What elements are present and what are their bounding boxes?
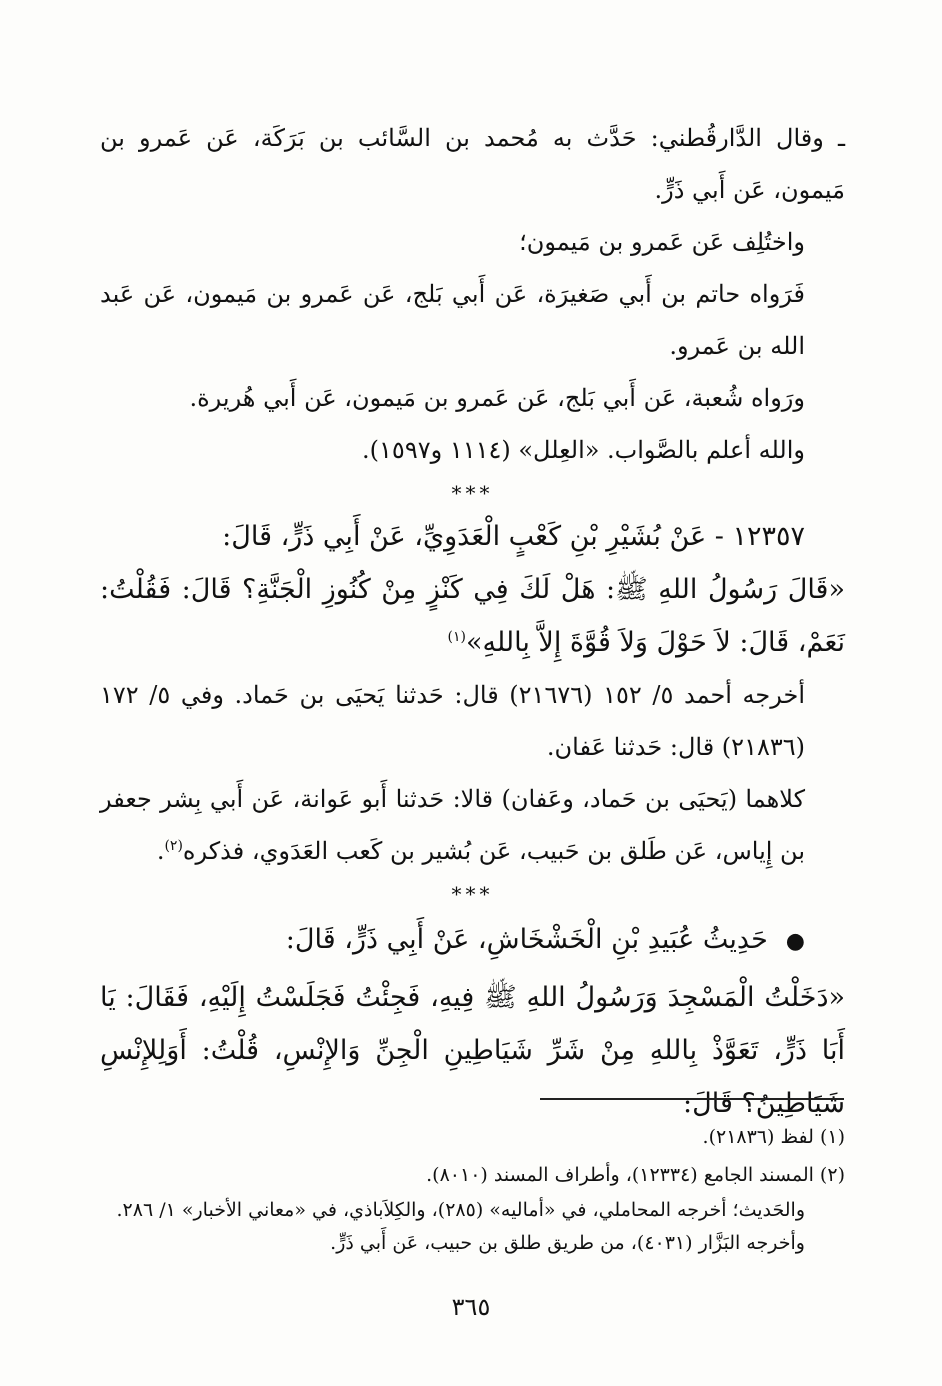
- footnote-2: (٢) المسند الجامع (١٢٣٣٤)، وأطراف المسند (٨٠١٠).: [426, 1164, 845, 1186]
- footnote-ref-1: (١): [447, 629, 466, 645]
- takhrij-chain: [100, 773, 845, 877]
- takhrij-chain-text: كلاهما (يَحيَى بن حَماد، وعَفان) قالا: حَدثنا أَبو عَوانة، عَن أَبي بِشر جعفر بن إِياس، عَن طَلق بن حَبيب، عَن بُشير بن كَعب العَدَوي، فذكره: [100, 785, 805, 865]
- paragraph-hatim: فَرَواه حاتم بن أَبي صَغيرَة، عَن أَبي بَلج، عَن عَمرو بن مَيمون، عَن عَبد الله بن عَمرو.: [100, 280, 805, 360]
- paragraph-allah-alam: والله أعلم بالصَّواب. «العِلل» (١١١٤ و١٥٩٧).: [362, 436, 805, 464]
- main-text: [100, 112, 845, 1130]
- footnote-divider: [540, 1098, 844, 1100]
- hadith-text-body: «قَالَ رَسُولُ اللهِ ﷺ: هَلْ لَكَ فِي كَنْزٍ مِنْ كُنُوزِ الْجَنَّةِ؟ قَالَ: فَقُلْتُ: نَعَمْ، قَالَ: لاَ حَوْلَ وَلاَ قُوَّةَ إِلاَّ بِاللهِ»: [100, 574, 845, 658]
- footnote-2-line-2: والحَديث؛ أخرجه المحاملي، في «أماليه» (٢٨٥)، والكِلاَباذي، في «معاني الأخبار» ١/ ٢٨٦.: [116, 1199, 805, 1221]
- takhrij-chain-end: .: [156, 837, 165, 865]
- section-separator-2: ***: [451, 882, 494, 906]
- footnote-ref-2: (٢): [164, 838, 183, 854]
- paragraph-ikhtilaf: واختُلِف عَن عَمرو بن مَيمون؛: [519, 228, 805, 256]
- bullet-icon: ●: [785, 929, 805, 954]
- footnotes: [100, 1118, 845, 1260]
- section-separator: ***: [451, 481, 494, 505]
- paragraph-daraqutni: ـ وقال الدَّارقُطني: حَدَّث به مُحمد بن السَّائب بن بَرَكَة، عَن عَمرو بن مَيمون، عَن أَبي ذَرٍّ.: [100, 124, 845, 204]
- takhrij-ahmad: أخرجه أحمد ٥/ ١٥٢ (٢١٦٧٦) قال: حَدثنا يَحيَى بن حَماد. وفي ٥/ ١٧٢ (٢١٨٣٦) قال: حَدثنا عَفان.: [100, 681, 806, 761]
- hadith-heading: ١٢٣٥٧ - عَنْ بُشَيْرِ بْنِ كَعْبٍ الْعَدَوِيِّ، عَنْ أَبِي ذَرٍّ، قَالَ:: [222, 521, 805, 552]
- footnote-2-line-3: وأخرجه البَزَّار (٤٠٣١)، من طريق طلق بن حبيب، عَن أَبي ذَرٍّ.: [330, 1232, 805, 1254]
- page-number: ٣٦٥: [451, 1293, 491, 1321]
- footnote-1: (١) لفظ (٢١٨٣٦).: [702, 1126, 845, 1148]
- section-heading: [100, 911, 845, 971]
- hadith-text: [100, 563, 845, 669]
- section-heading-text: حَدِيثُ عُبَيدِ بْنِ الْخَشْخَاشِ، عَنْ أَبِي ذَرٍّ، قَالَ:: [285, 924, 768, 955]
- section-hadith-text: «دَخَلْتُ الْمَسْجِدَ وَرَسُولُ اللهِ ﷺ فِيهِ، فَجِئْتُ فَجَلَسْتُ إِلَيْهِ، فَقَالَ: يَا أَبَا ذَرٍّ، تَعَوَّذْ بِاللهِ مِنْ شَرِّ شَيَاطِينِ الْجِنِّ وَالإِنْسِ، قُلْتُ: أَوَلِلإِنْسِ شَيَاطِينُ؟ قَالَ:: [100, 982, 845, 1119]
- paragraph-shuba: ورَواه شُعبة، عَن أَبي بَلج، عَن عَمرو بن مَيمون، عَن أَبي هُريرة.: [189, 384, 805, 412]
